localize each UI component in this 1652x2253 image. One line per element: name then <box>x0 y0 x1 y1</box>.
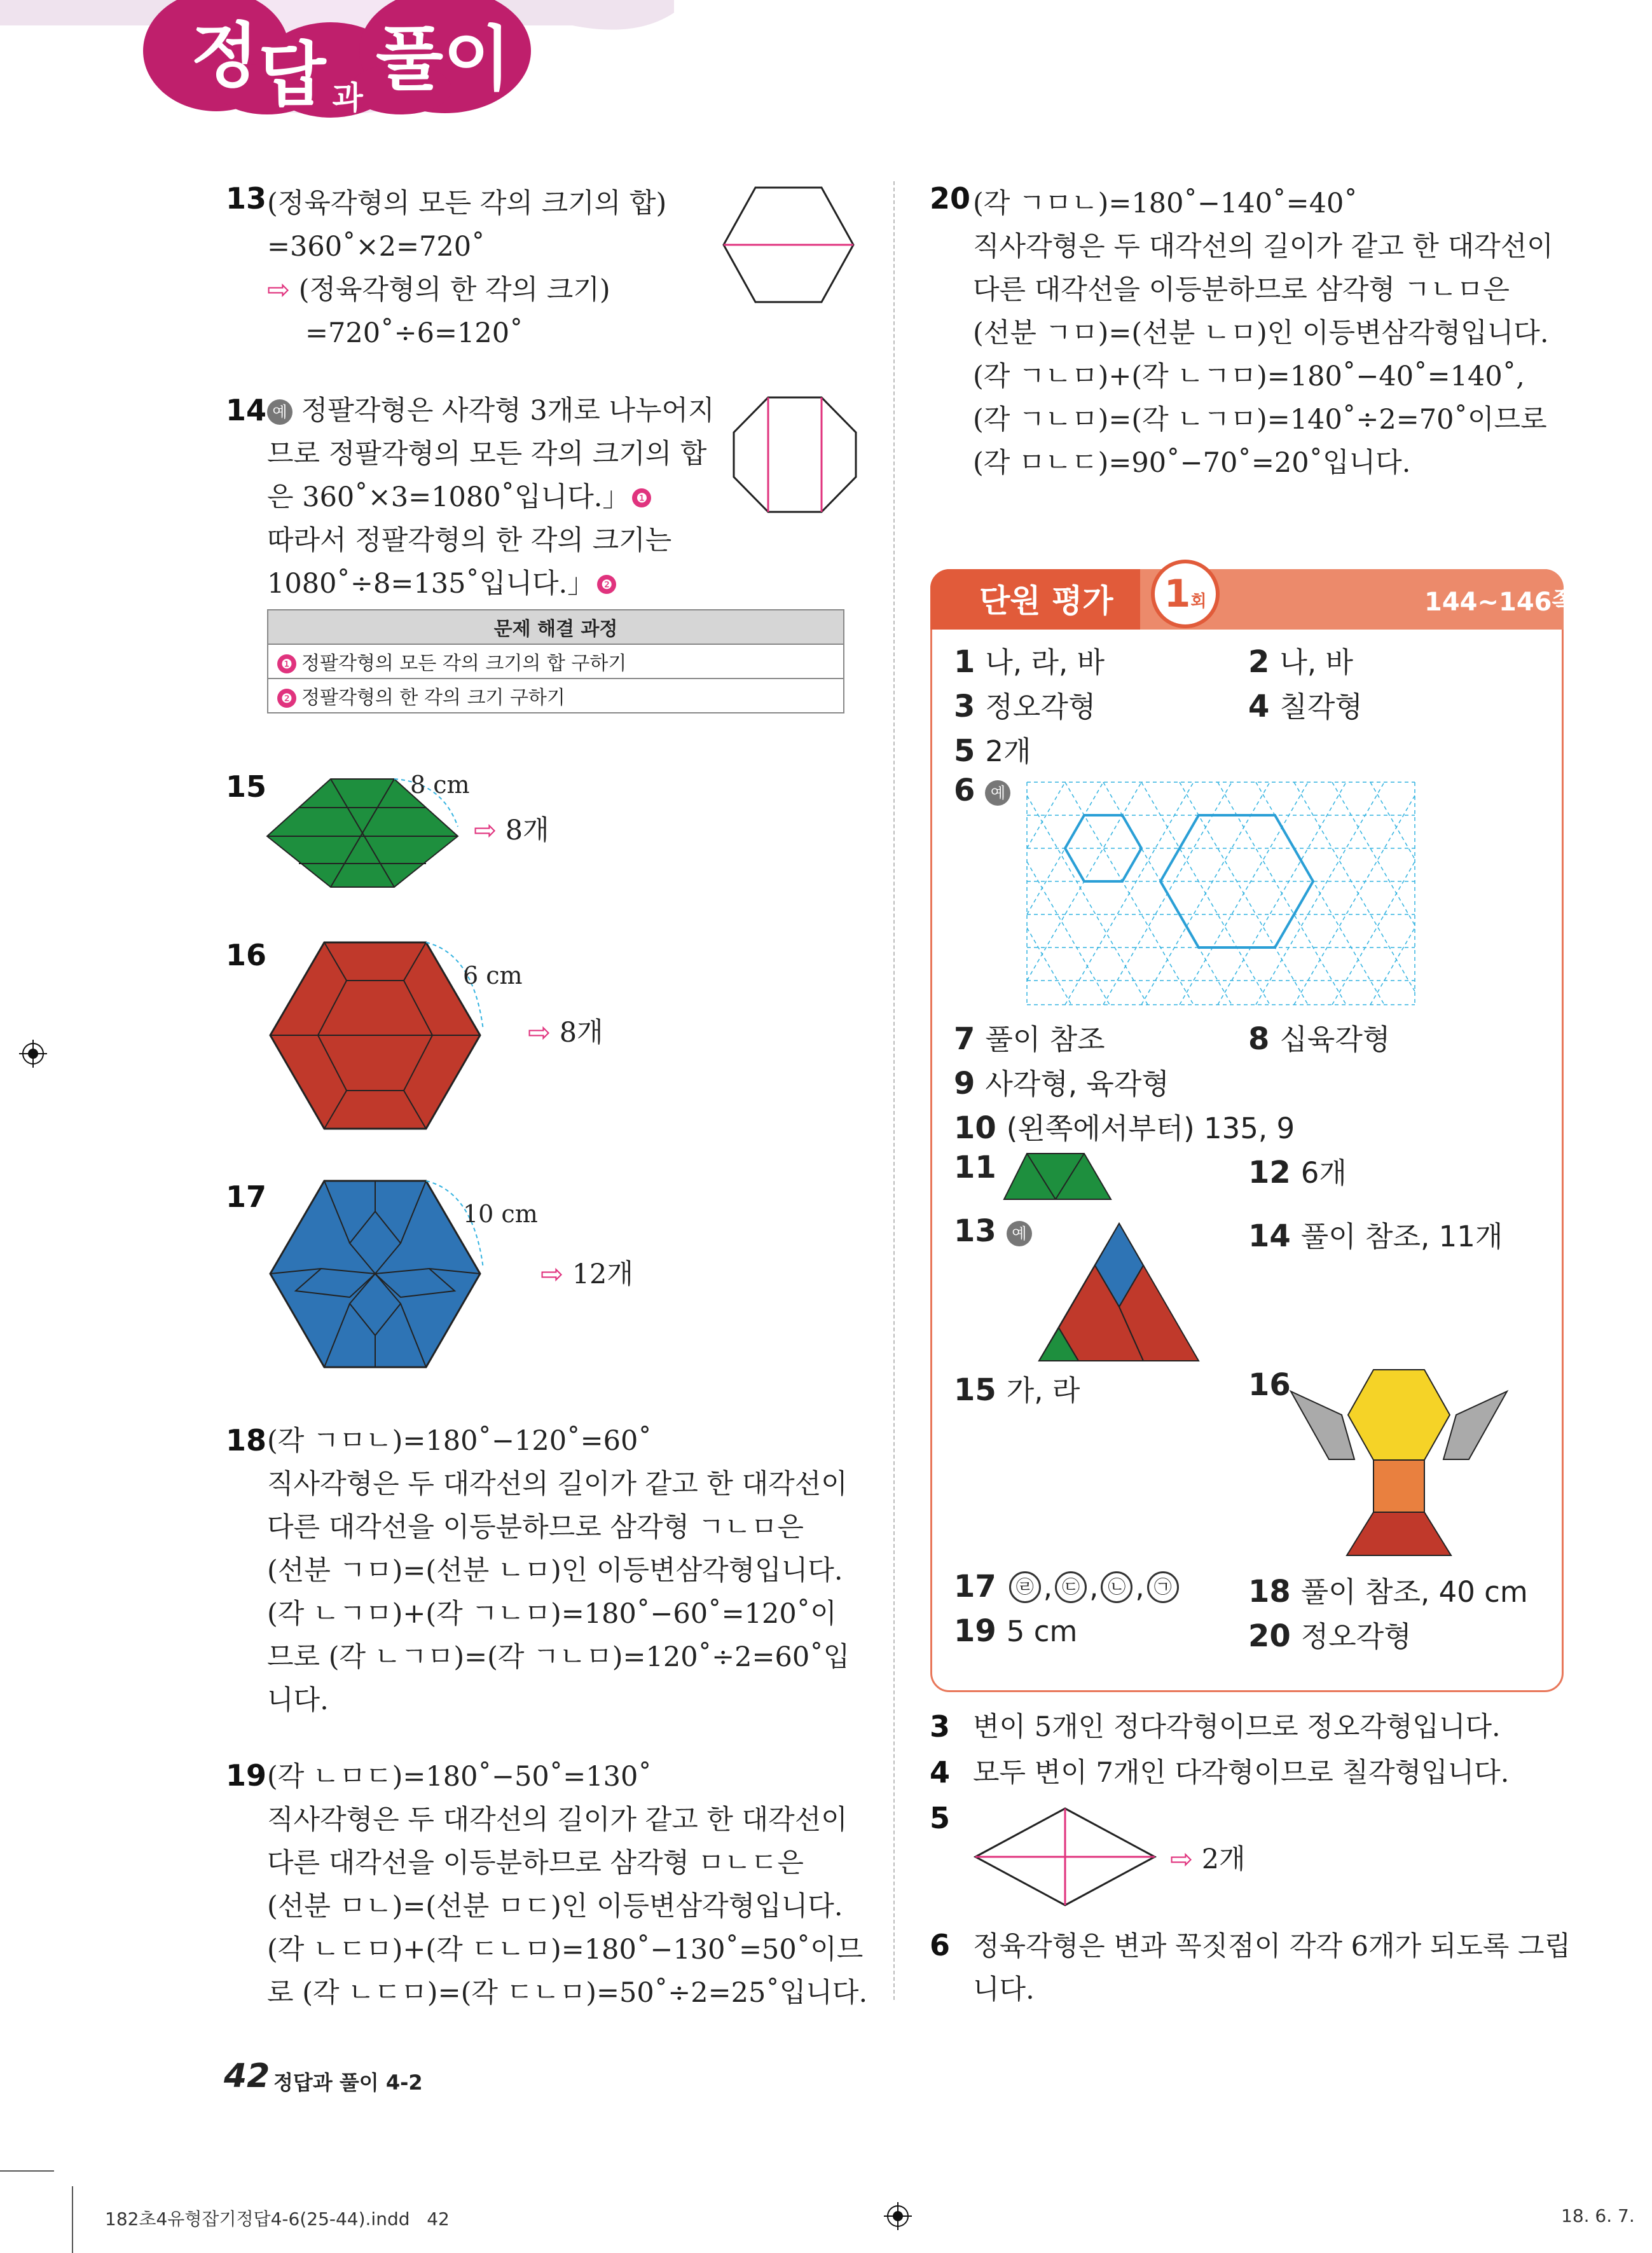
eval-item-4 <box>1248 684 1363 725</box>
p18-line-1: (각 ㄱㅁㄴ)=180˚−120˚=60˚ <box>267 1425 652 1457</box>
eval-item-num: 15 <box>954 1372 996 1408</box>
process-row-2-text: 정팔각형의 한 각의 크기 구하기 <box>301 687 565 709</box>
problem-14-number: 14 <box>226 393 267 427</box>
solution-5-number: 5 <box>930 1801 951 1835</box>
registration-mark-icon <box>19 1040 47 1068</box>
eval-item-num: 6 <box>954 773 975 808</box>
eval-item-num: 16 <box>1248 1367 1291 1403</box>
eval-item-answer: 정오각형 <box>985 690 1096 724</box>
eval-item-answer: 나, 라, 바 <box>985 645 1105 679</box>
eval-item-12 <box>1248 1150 1347 1191</box>
problem-18-number: 18 <box>226 1423 267 1457</box>
eval-item-answer: 풀이 참조, 11개 <box>1300 1220 1503 1253</box>
s6-line-1: 정육각형은 변과 꼭짓점이 각각 6개가 되도록 그립 <box>973 1931 1571 1962</box>
solution-6-text <box>973 1925 1571 2011</box>
p19-line-1: (각 ㄴㅁㄷ)=180˚−50˚=130˚ <box>267 1761 652 1793</box>
circled-mark: ㉠ <box>1147 1571 1179 1603</box>
p15-answer <box>474 809 549 852</box>
s5-answer <box>1170 1838 1246 1881</box>
process-table-row-2 <box>268 679 844 713</box>
p13-line-3: (정육각형의 한 각의 크기) <box>298 274 610 306</box>
eval-item-9 <box>954 1061 1169 1102</box>
p14-line-1-wrap <box>267 389 715 432</box>
eval-item-num: 20 <box>1248 1618 1291 1654</box>
eval-title: 단원 평가 <box>979 582 1113 619</box>
eval-item-2 <box>1248 639 1353 680</box>
solution-3-number: 3 <box>930 1709 951 1744</box>
s5-answer-text: 2개 <box>1201 1843 1246 1875</box>
problem-18-text <box>267 1419 850 1722</box>
p20-line-2: 직사각형은 두 대각선의 길이가 같고 한 대각선이 <box>973 231 1553 263</box>
process-table-header: 문제 해결 과정 <box>268 610 844 644</box>
problem-14-text <box>267 389 715 605</box>
eval-item-answer: 2개 <box>985 734 1031 768</box>
eval-item-num: 3 <box>954 689 975 724</box>
example-badge: 예 <box>267 399 293 425</box>
trapezoid-figure-11 <box>1002 1151 1116 1202</box>
crop-mark <box>72 2186 73 2253</box>
arrow-icon: ⇨ <box>474 815 506 846</box>
problem-13-number: 13 <box>226 181 267 216</box>
p14-line-3-wrap <box>267 476 715 519</box>
eval-item-answer: 칠각형 <box>1279 690 1363 724</box>
eval-item-14 <box>1248 1213 1503 1255</box>
column-divider <box>893 181 895 2000</box>
example-badge: 예 <box>1007 1221 1032 1246</box>
registration-mark-bottom <box>884 2202 912 2230</box>
logo-char-4: 풀 <box>375 18 444 100</box>
arrow-icon: ⇨ <box>1170 1843 1202 1875</box>
p14-line-5-wrap <box>267 562 715 605</box>
p20-line-6: (각 ㄱㄴㅁ)=(각 ㄴㄱㅁ)=140˚÷2=70˚이므로 <box>973 404 1547 436</box>
step-mark-2: ❷ <box>597 575 616 594</box>
circled-mark: ㉣ <box>1009 1571 1041 1603</box>
p20-line-5: (각 ㄱㄴㅁ)+(각 ㄴㄱㅁ)=180˚−40˚=140˚, <box>973 361 1525 392</box>
p19-line-3: 다른 대각선을 이등분하므로 삼각형 ㅁㄴㄷ은 <box>267 1847 804 1879</box>
eval-item-num: 7 <box>954 1021 975 1057</box>
eval-item-num: 11 <box>954 1150 996 1185</box>
eval-pages: 144~146쪽 <box>1424 588 1577 617</box>
eval-item-num: 19 <box>954 1613 996 1649</box>
solution-3-text: 변이 5개인 정다각형이므로 정오각형입니다. <box>973 1711 1501 1743</box>
problem-20-text <box>973 182 1553 485</box>
eval-item-5 <box>954 728 1031 769</box>
rhombus-figure-5 <box>973 1806 1157 1908</box>
p20-line-1: (각 ㄱㅁㄴ)=180˚−140˚=40˚ <box>973 188 1358 219</box>
eval-round-number: 1 <box>1164 572 1191 616</box>
problem-17-number: 17 <box>226 1180 267 1214</box>
p18-line-7: 니다. <box>267 1685 329 1716</box>
p16-length-label: 6 cm <box>463 961 523 989</box>
step-mark-2: ❷ <box>277 689 296 708</box>
logo-char-2: 답 <box>258 34 326 116</box>
crop-mark <box>0 2170 54 2172</box>
eval-item-10 <box>954 1105 1295 1147</box>
registration-mark-icon <box>884 2202 912 2230</box>
eval-item-num: 9 <box>954 1066 975 1101</box>
eval-item-20 <box>1248 1613 1412 1655</box>
p18-line-4: (선분 ㄱㅁ)=(선분 ㄴㅁ)인 이등변삼각형입니다. <box>267 1555 843 1587</box>
eval-item-6 <box>954 773 1010 808</box>
problem-15-number: 15 <box>226 769 267 804</box>
problem-20-number: 20 <box>930 181 971 216</box>
p18-line-3: 다른 대각선을 이등분하므로 삼각형 ㄱㄴㅁ은 <box>267 1512 804 1543</box>
p16-answer-text: 8개 <box>559 1017 603 1049</box>
p13-line-4: =720˚÷6=120˚ <box>305 317 523 349</box>
s6-line-2: 니다. <box>973 1974 1035 2006</box>
p20-line-7: (각 ㅁㄴㄷ)=90˚−70˚=20˚입니다. <box>973 447 1411 479</box>
p14-line-5: 1080˚÷8=135˚입니다.」 <box>267 568 595 600</box>
logo-char-5: 이 <box>443 18 511 100</box>
footer-title: 정답과 풀이 4-2 <box>273 2070 423 2095</box>
eval-item-answer: 십육각형 <box>1279 1023 1391 1056</box>
eval-item-11 <box>954 1150 1007 1185</box>
eval-item-num: 10 <box>954 1110 996 1146</box>
eval-item-answer: 가, 라 <box>1006 1374 1080 1407</box>
solution-4-number: 4 <box>930 1755 951 1789</box>
p19-line-6: 로 (각 ㄴㄷㅁ)=(각 ㄷㄴㅁ)=50˚÷2=25˚입니다. <box>267 1977 868 2009</box>
circled-mark: ㉢ <box>1055 1571 1087 1603</box>
arrow-icon: ⇨ <box>267 274 299 306</box>
eval-item-num: 14 <box>1248 1218 1291 1254</box>
eval-item-answer: 나, 바 <box>1279 645 1353 679</box>
eval-item-num: 18 <box>1248 1574 1291 1609</box>
p16-answer <box>528 1011 603 1054</box>
p17-answer-text: 12개 <box>572 1258 633 1290</box>
p14-line-4: 따라서 정팔각형의 한 각의 크기는 <box>267 525 672 556</box>
solution-6-number: 6 <box>930 1928 951 1962</box>
eval-item-17: 17 ㉣ , ㉢ , ㉡ , ㉠ <box>954 1569 1181 1604</box>
eval-item-num: 5 <box>954 733 975 769</box>
p18-line-2: 직사각형은 두 대각선의 길이가 같고 한 대각선이 <box>267 1468 848 1500</box>
p13-line-3-wrap <box>267 268 666 312</box>
step-mark-1: ❶ <box>277 654 296 673</box>
footer-date: 18. 6. 7. <box>1561 2205 1635 2226</box>
p17-length-label: 10 cm <box>463 1200 538 1228</box>
hexagon-figure-16 <box>264 935 493 1138</box>
eval-item-num: 12 <box>1248 1155 1291 1190</box>
arrow-icon: ⇨ <box>528 1017 560 1049</box>
eval-item-18 <box>1248 1569 1528 1610</box>
eval-item-answer: 풀이 참조 <box>985 1023 1105 1056</box>
eval-item-answer: 정오각형 <box>1300 1620 1412 1653</box>
eval-item-answer: (왼쪽에서부터) 135, 9 <box>1006 1112 1295 1145</box>
hexagon-figure-13 <box>719 184 858 305</box>
p13-line-2: =360˚×2=720˚ <box>267 231 485 263</box>
p19-line-4: (선분 ㅁㄴ)=(선분 ㅁㄷ)인 이등변삼각형입니다. <box>267 1891 843 1922</box>
eval-item-num: 4 <box>1248 689 1270 724</box>
eval-item-answer: 풀이 참조, 40 cm <box>1300 1575 1528 1609</box>
p18-line-6: 므로 (각 ㄴㄱㅁ)=(각 ㄱㄴㅁ)=120˚÷2=60˚입 <box>267 1641 850 1673</box>
eval-item-num: 17 <box>954 1569 996 1604</box>
process-table <box>267 609 844 713</box>
trophy-figure-16 <box>1284 1367 1513 1558</box>
eval-item-answer: 6개 <box>1300 1156 1347 1190</box>
solution-4-text: 모두 변이 7개인 다각형이므로 칠각형입니다. <box>973 1757 1510 1789</box>
footer-page-number: 42 <box>224 2057 270 2095</box>
p20-line-3: 다른 대각선을 이등분하므로 삼각형 ㄱㄴㅁ은 <box>973 274 1510 306</box>
problem-16-number: 16 <box>226 938 267 972</box>
example-badge: 예 <box>985 780 1010 806</box>
p13-line-1: (정육각형의 모든 각의 크기의 합) <box>267 188 667 219</box>
eval-item-1 <box>954 639 1105 680</box>
process-table-row-1 <box>268 644 844 679</box>
p14-line-1: 정팔각형은 사각형 3개로 나누어지 <box>301 395 715 427</box>
circled-mark: ㉡ <box>1101 1571 1132 1603</box>
hexagon-figure-17 <box>264 1173 493 1377</box>
eval-item-7 <box>954 1016 1105 1058</box>
p20-line-4: (선분 ㄱㅁ)=(선분 ㄴㅁ)인 이등변삼각형입니다. <box>973 317 1549 349</box>
eval-item-answer: 5 cm <box>1006 1615 1078 1648</box>
eval-item-8 <box>1248 1016 1390 1058</box>
triangle-figure-13 <box>1036 1221 1202 1364</box>
octagon-figure-14 <box>731 394 858 515</box>
problem-19-text <box>267 1755 867 2015</box>
logo-char-3: 과 <box>332 79 363 116</box>
p19-line-2: 직사각형은 두 대각선의 길이가 같고 한 대각선이 <box>267 1804 848 1836</box>
p15-length-label: 8 cm <box>410 771 470 799</box>
arrow-icon: ⇨ <box>540 1258 572 1290</box>
eval-round-badge <box>1151 560 1220 628</box>
eval-item-num: 2 <box>1248 644 1270 680</box>
eval-item-num: 1 <box>954 644 975 680</box>
p14-line-2: 므로 정팔각형의 모든 각의 크기의 합 <box>267 438 707 470</box>
eval-item-15 <box>954 1367 1080 1409</box>
eval-item-19 <box>954 1613 1077 1649</box>
eval-item-13 <box>954 1213 1032 1249</box>
p17-answer <box>540 1253 633 1296</box>
p18-line-5: (각 ㄴㄱㅁ)+(각 ㄱㄴㅁ)=180˚−60˚=120˚이 <box>267 1598 837 1630</box>
eval-item-answer: 사각형, 육각형 <box>985 1067 1169 1101</box>
eval-round-suffix: 회 <box>1190 592 1207 611</box>
logo-text <box>191 3 511 118</box>
p14-line-3: 은 360˚×3=1080˚입니다.」 <box>267 481 630 513</box>
eval-item-num: 8 <box>1248 1021 1270 1057</box>
p15-answer-text: 8개 <box>505 815 549 846</box>
problem-19-number: 19 <box>226 1758 267 1793</box>
footer-filename: 182초4유형잡기정답4-6(25-44).indd 42 <box>105 2208 450 2229</box>
process-row-1-text: 정팔각형의 모든 각의 크기의 합 구하기 <box>301 652 627 675</box>
registration-mark-left <box>19 1040 47 1068</box>
problem-13-text <box>267 182 666 355</box>
step-mark-1: ❶ <box>632 488 651 507</box>
triangle-grid-figure-6 <box>1024 779 1418 1008</box>
p19-line-5: (각 ㄴㄷㅁ)+(각 ㄷㄴㅁ)=180˚−130˚=50˚이므 <box>267 1934 864 1966</box>
eval-item-3 <box>954 684 1096 725</box>
logo-char-1: 정 <box>191 15 259 97</box>
eval-item-num: 13 <box>954 1213 996 1249</box>
